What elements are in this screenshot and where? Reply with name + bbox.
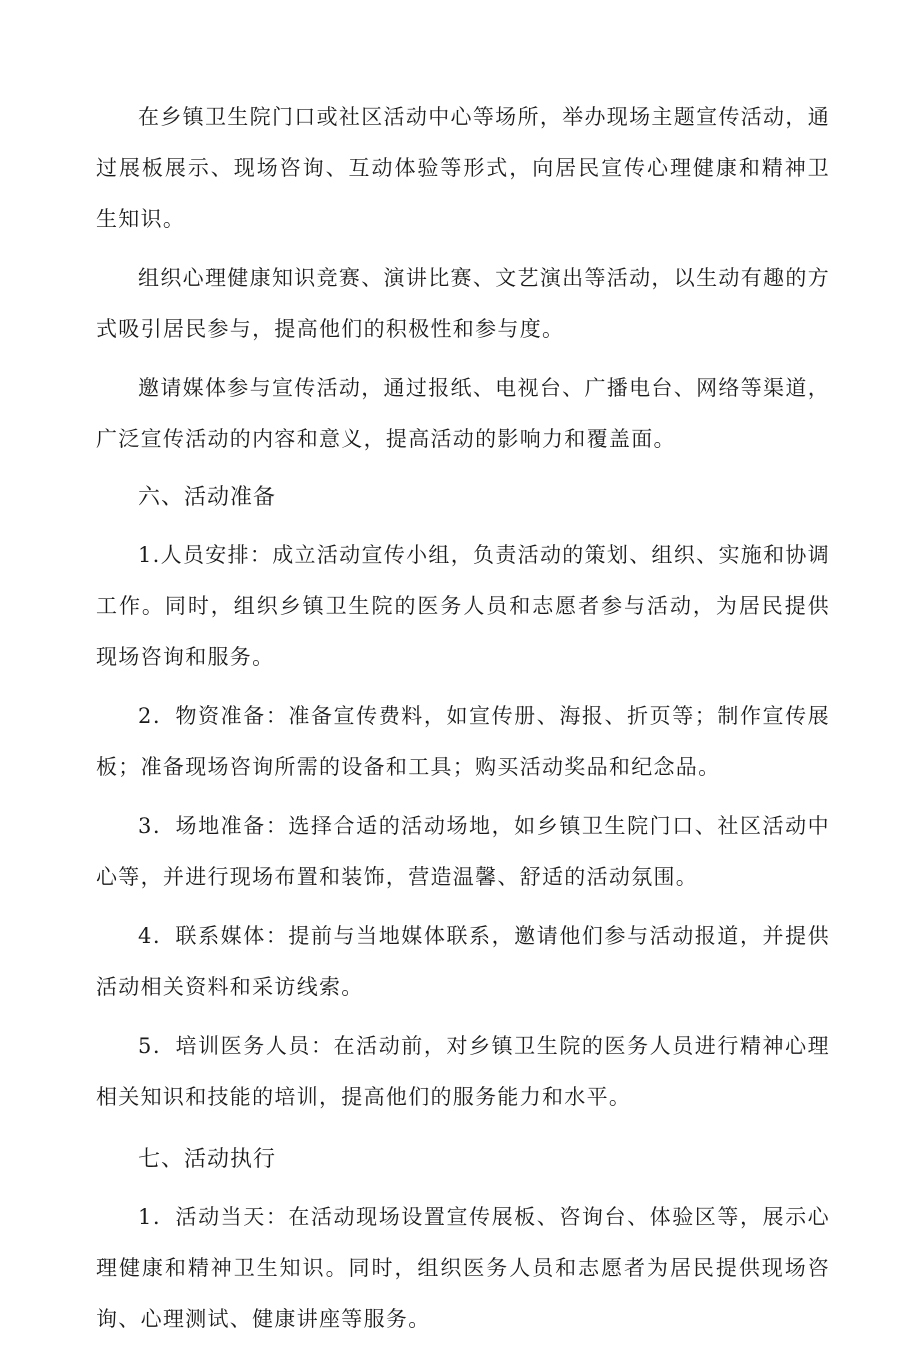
prep-item-materials: 2．物资准备：准备宣传费料，如宣传册、海报、折页等；制作宣传展板；准备现场咨询所需的设备和工具；购买活动奖品和纪念品。 xyxy=(96,704,830,779)
prep-item-training: 5．培训医务人员：在活动前，对乡镇卫生院的医务人员进行精神心理相关知识和技能的培训，提高他们的服务能力和水平。 xyxy=(96,1034,830,1109)
prep-item-venue: 3．场地准备：选择合适的活动场地，如乡镇卫生院门口、社区活动中心等，并进行现场布置和装饰，营造温馨、舒适的活动氛围。 xyxy=(96,814,830,889)
document-body xyxy=(96,92,830,1353)
section-heading-preparation: 六、活动准备 xyxy=(138,485,277,510)
exec-item-event-day: 1．活动当天：在活动现场设置宣传展板、咨询台、体验区等，展示心理健康和精神卫生知识。同时，组织医务人员和志愿者为居民提供现场咨询、心理测试、健康讲座等服务。 xyxy=(96,1205,830,1331)
paragraph-competitions: 组织心理健康知识竞赛、演讲比赛、文艺演出等活动，以生动有趣的方式吸引居民参与，提高他们的积极性和参与度。 xyxy=(96,266,830,341)
prep-item-staffing: 1.人员安排：成立活动宣传小组，负责活动的策划、组织、实施和协调工作。同时，组织乡镇卫生院的医务人员和志愿者参与活动，为居民提供现场咨询和服务。 xyxy=(96,543,830,669)
prep-item-media: 4．联系媒体：提前与当地媒体联系，邀请他们参与活动报道，并提供活动相关资料和采访线索。 xyxy=(96,924,830,999)
section-heading-execution: 七、活动执行 xyxy=(138,1147,277,1172)
paragraph-media-invite: 邀请媒体参与宣传活动，通过报纸、电视台、广播电台、网络等渠道，广泛宣传活动的内容和意义，提高活动的影响力和覆盖面。 xyxy=(96,376,830,451)
paragraph-onsite-campaign: 在乡镇卫生院门口或社区活动中心等场所，举办现场主题宣传活动，通过展板展示、现场咨询、互动体验等形式，向居民宣传心理健康和精神卫生知识。 xyxy=(96,105,830,231)
